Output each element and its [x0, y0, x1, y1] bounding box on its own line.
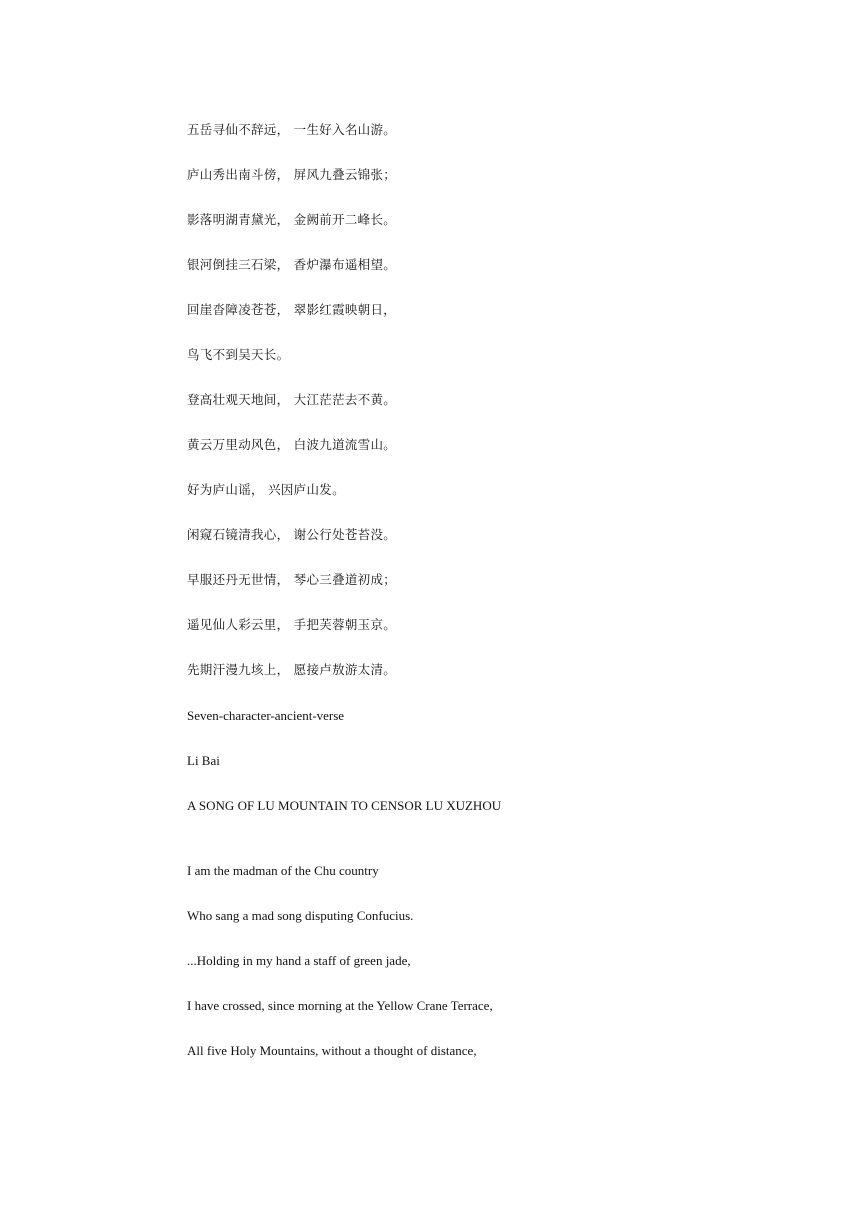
- chinese-verse-line: 五岳寻仙不辞远， 一生好入名山游。: [187, 122, 397, 137]
- chinese-verse-line: 好为庐山谣， 兴因庐山发。: [187, 482, 345, 497]
- chinese-verse-line: 庐山秀出南斗傍， 屏风九叠云锦张；: [187, 167, 397, 182]
- chinese-verse-line: 早服还丹无世情， 琴心三叠道初成；: [187, 572, 397, 587]
- english-verse-line: I have crossed, since morning at the Yellow Crane Terrace,: [187, 998, 493, 1013]
- chinese-verse-line: 银河倒挂三石梁， 香炉瀑布遥相望。: [187, 257, 397, 272]
- chinese-verse-line: 遥见仙人彩云里， 手把芙蓉朝玉京。: [187, 617, 397, 632]
- chinese-verse-line: 回崖沓障凌苍苍， 翠影红霞映朝日，: [187, 302, 397, 317]
- poem-title: A SONG OF LU MOUNTAIN TO CENSOR LU XUZHOU: [187, 798, 502, 813]
- chinese-verse-line: 黄云万里动风色， 白波九道流雪山。: [187, 437, 397, 452]
- english-verse-line: ...Holding in my hand a staff of green jade,: [187, 953, 411, 968]
- english-verse-line: Who sang a mad song disputing Confucius.: [187, 908, 414, 923]
- chinese-verse-line: 影落明湖青黛光， 金阙前开二峰长。: [187, 212, 397, 227]
- verse-form-label: Seven-character-ancient-verse: [187, 708, 345, 723]
- english-verse-line: All five Holy Mountains, without a thought of distance,: [187, 1043, 477, 1058]
- chinese-verse-line: 登高壮观天地间， 大江茫茫去不黄。: [187, 392, 397, 407]
- chinese-verse-line: 先期汗漫九垓上， 愿接卢敖游太清。: [187, 662, 397, 677]
- chinese-verse-line: 鸟飞不到吴天长。: [187, 347, 290, 362]
- chinese-verse-line: 闲窥石镜清我心， 谢公行处苍苔没。: [187, 527, 397, 542]
- english-verse-line: I am the madman of the Chu country: [187, 863, 379, 878]
- author-name: Li Bai: [187, 753, 220, 768]
